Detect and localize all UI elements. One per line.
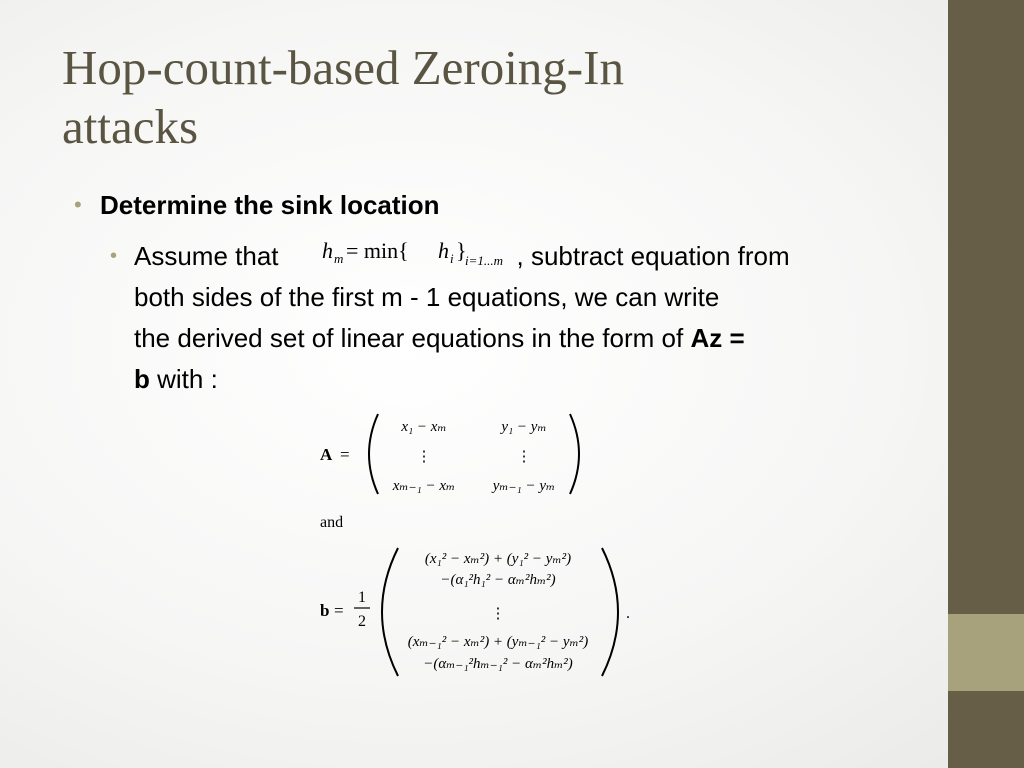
slide-title — [62, 38, 922, 156]
bullet-dot-icon: • — [74, 192, 82, 217]
vector-b-row-1: (x₁² − xₘ²) + (y₁² − yₘ²) — [424, 551, 572, 567]
matrix-A-r2c1: ⋮ — [416, 449, 432, 465]
vector-b-equals: = — [334, 601, 344, 620]
formula-hm: h — [322, 238, 333, 263]
matrix-A-right-paren — [570, 414, 579, 494]
vector-b-row-2: −(α₁²h₁² − αₘ²hₘ²) — [440, 572, 556, 588]
bullet-2-line-4-text: with : — [149, 364, 218, 394]
formula-hi: h — [438, 238, 449, 263]
formula-hm-sub: m — [334, 251, 344, 266]
title-line-2: attacks — [62, 99, 199, 154]
title-line-1: Hop-count-based Zeroing-In — [62, 40, 624, 95]
inline-formula — [322, 234, 537, 272]
bullet-1-text: Determine the sink location — [100, 190, 440, 220]
bullet-2-line-4-bold: b — [134, 364, 150, 394]
vector-b-frac-num: 1 — [358, 589, 366, 606]
formula-and: and — [320, 514, 344, 531]
vector-b-frac-den: 2 — [358, 613, 366, 630]
bullet-2-line-3-bold: Az = — [690, 323, 745, 353]
bullet-2-prefix: Assume that — [134, 241, 279, 271]
matrix-A-label: A — [320, 445, 333, 464]
matrix-A-r3c2: yₘ₋₁ − yₘ — [492, 478, 556, 494]
bullet-2-suffix: , subtract equation from — [516, 241, 790, 271]
matrix-formulas — [318, 408, 648, 683]
bullet-2-line-2: both sides of the first m - 1 equations, we can write — [134, 282, 720, 312]
formula-close-brace: } — [456, 238, 467, 263]
formula-min: = min{ — [346, 238, 409, 263]
sidebar-accent-block — [948, 614, 1024, 691]
bullet-2-line-4 — [134, 359, 894, 400]
bullet-2-line-3 — [134, 318, 894, 359]
bullet-2-line-3-text: the derived set of linear equations in the form of — [134, 323, 691, 353]
matrix-A-left-paren — [369, 414, 378, 494]
matrix-A-r1c1: x₁ − xₘ — [401, 419, 447, 435]
vector-b-row-5: −(αₘ₋₁²hₘ₋₁² − αₘ²hₘ²) — [423, 656, 573, 672]
matrix-A-r3c1: xₘ₋₁ − xₘ — [392, 478, 456, 494]
vector-b-right-paren — [602, 548, 618, 676]
matrix-A-r2c2: ⋮ — [516, 449, 532, 465]
vector-b-row-4: (xₘ₋₁² − xₘ²) + (yₘ₋₁² − yₘ²) — [407, 634, 589, 650]
matrix-A-equals: = — [340, 445, 350, 464]
vector-b-label: b — [320, 601, 330, 620]
sub-bullet-dot-icon: • — [110, 245, 118, 267]
formula-range: i=1...m — [465, 253, 504, 268]
vector-b-period: . — [626, 605, 630, 622]
vector-b-left-paren — [382, 548, 398, 676]
matrix-A-r1c2: y₁ − yₘ — [501, 419, 547, 435]
formula-hi-sub: i — [450, 251, 454, 266]
vector-b-row-3: ⋮ — [490, 606, 506, 622]
